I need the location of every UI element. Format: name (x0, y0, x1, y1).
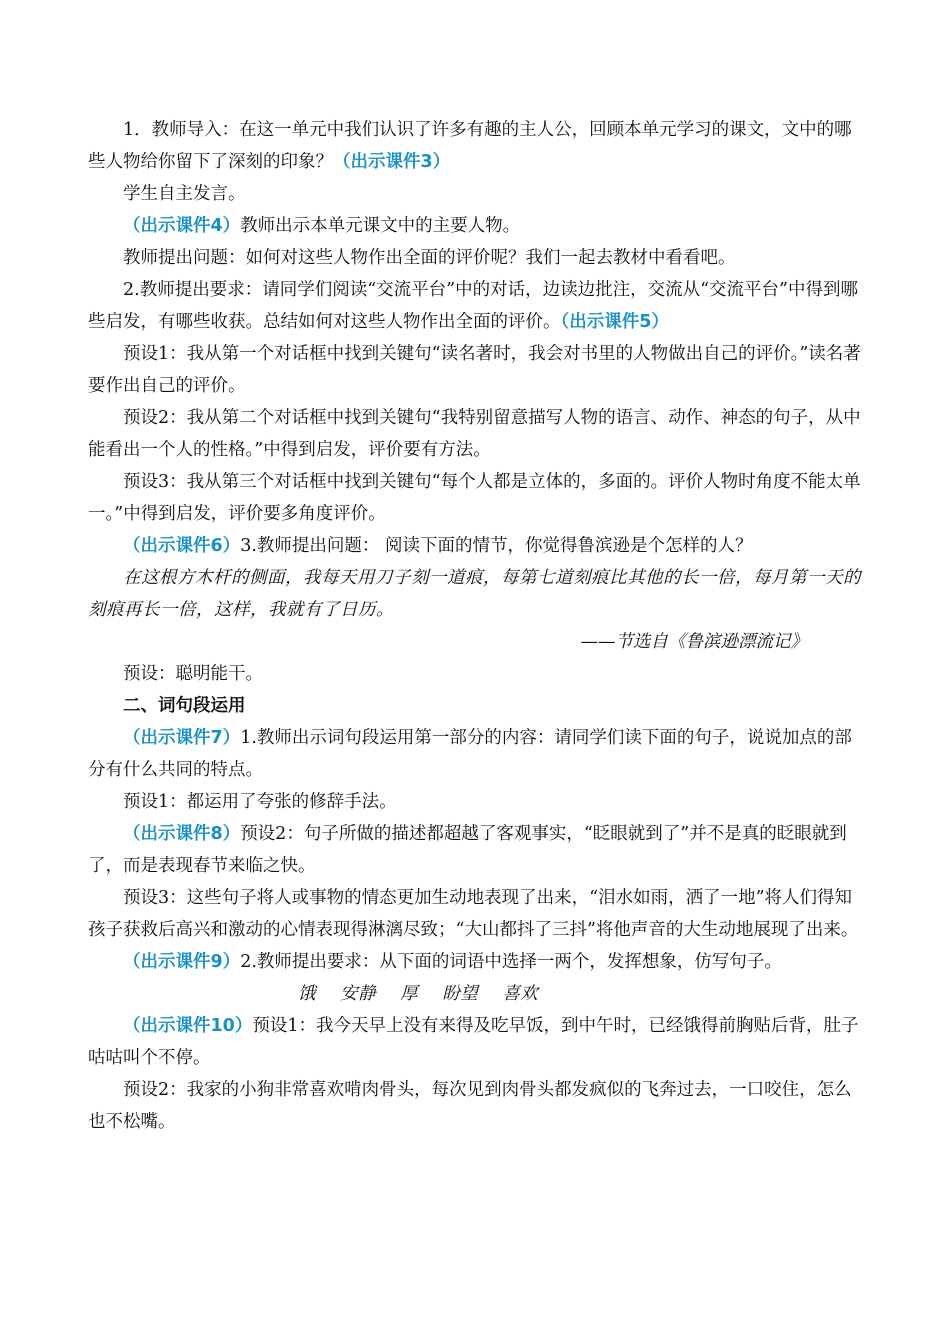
paragraph-text: 3.教师提出问题： 阅读下面的情节，你觉得鲁滨逊是个怎样的人？ (240, 536, 753, 556)
paragraph-text: 2.教师提出要求：从下面的词语中选择一两个，发挥想象，仿写句子。 (240, 952, 782, 972)
paragraph (88, 882, 868, 946)
paragraph (88, 658, 868, 690)
paragraph-text: 预设：聪明能干。 (123, 664, 263, 684)
paragraph (88, 786, 868, 818)
paragraph (88, 274, 868, 338)
paragraph (88, 530, 868, 562)
paragraph (88, 466, 868, 530)
word-item: 喜欢 (502, 984, 539, 1004)
paragraph-text: 预设1：我从第一个对话框中找到关键句“读名著时，我会对书里的人物做出自己的评价。”读名著要作出自己的评价。 (88, 344, 861, 396)
courseware-ref: （出示课件7） (123, 728, 241, 748)
word-item: 盼望 (442, 984, 479, 1004)
paragraph (88, 946, 868, 978)
courseware-ref: （出示课件8） (123, 824, 241, 844)
courseware-ref: （出示课件3） (333, 152, 451, 172)
paragraph-text: 预设2：我家的小狗非常喜欢啃肉骨头，每次见到肉骨头都发疯似的飞奔过去，一口咬住，怎么也不松嘴。 (88, 1080, 852, 1132)
word-list (88, 978, 868, 1010)
paragraph (88, 1010, 868, 1074)
paragraph-text: 学生自主发言。 (123, 184, 246, 204)
paragraph (88, 402, 868, 466)
paragraph (88, 178, 868, 210)
word-item: 饿 (298, 984, 316, 1004)
paragraph (88, 114, 868, 178)
paragraph-text: 预设2：我从第二个对话框中找到关键句“我特别留意描写人物的语言、动作、神态的句子，从中能看出一个人的性格。”中得到启发，评价要有方法。 (88, 408, 861, 460)
paragraph-text: 1.教师出示词句段运用第一部分的内容：请同学们读下面的句子，说说加点的部分有什么共同的特点。 (88, 728, 852, 780)
paragraph-text: 教师提出问题：如何对这些人物作出全面的评价呢？我们一起去教材中看看吧。 (123, 248, 736, 268)
quote-source: ——节选自《鲁滨逊漂流记》 (580, 632, 808, 652)
lesson-content (88, 114, 868, 1138)
paragraph-text: 预设2：句子所做的描述都超越了客观事实，“眨眼就到了”并不是真的眨眼就到了，而是表现春节来临之快。 (88, 824, 847, 876)
paragraph (88, 210, 868, 242)
paragraph (88, 1074, 868, 1138)
paragraph (88, 242, 868, 274)
section-heading: 二、词句段运用 (123, 696, 246, 716)
word-item: 厚 (400, 984, 419, 1004)
courseware-ref: （出示课件6） (123, 536, 241, 556)
paragraph-text: 预设3：这些句子将人或事物的情态更加生动地表现了出来，“泪水如雨，洒了一地”将人们得知孩子获救后高兴和激动的心情表现得淋漓尽致；“大山都抖了三抖”将他声音的大生动地展现了出来。 (88, 888, 859, 940)
paragraph (88, 722, 868, 786)
paragraph (88, 818, 868, 882)
paragraph-text: 2.教师提出要求：请同学们阅读“交流平台”中的对话，边读边批注，交流从“交流平台”中得到哪些启发，有哪些收获。总结如何对这些人物作出全面的评价。 (88, 280, 858, 332)
courseware-ref: （出示课件9） (123, 952, 241, 972)
courseware-ref: （出示课件5） (560, 312, 669, 332)
courseware-ref: （出示课件4） (123, 216, 241, 236)
paragraph-text: 教师出示本单元课文中的主要人物。 (240, 216, 521, 236)
quoted-excerpt (88, 562, 868, 626)
paragraph-text: 1．教师导入：在这一单元中我们认识了许多有趣的主人公，回顾本单元学习的课文，文中的哪些人物给你留下了深刻的印象？ (88, 120, 852, 172)
courseware-ref: （出示课件10） (123, 1016, 253, 1036)
word-item: 安静 (340, 984, 377, 1004)
paragraph-text: 预设1：都运用了夸张的修辞手法。 (123, 792, 397, 812)
paragraph-text: 预设1：我今天早上没有来得及吃早饭，到中午时，已经饿得前胸贴后背，肚子咕咕叫个不停。 (88, 1016, 859, 1068)
paragraph-text: 预设3：我从第三个对话框中找到关键句“每个人都是立体的，多面的。评价人物时角度不能太单一。”中得到启发，评价要多角度评价。 (88, 472, 861, 524)
paragraph (88, 338, 868, 402)
quote-text: 在这根方木杆的侧面，我每天用刀子刻一道痕，每第七道刻痕比其他的长一倍，每月第一天的刻痕再长一倍，这样，我就有了日历。 (88, 568, 861, 620)
